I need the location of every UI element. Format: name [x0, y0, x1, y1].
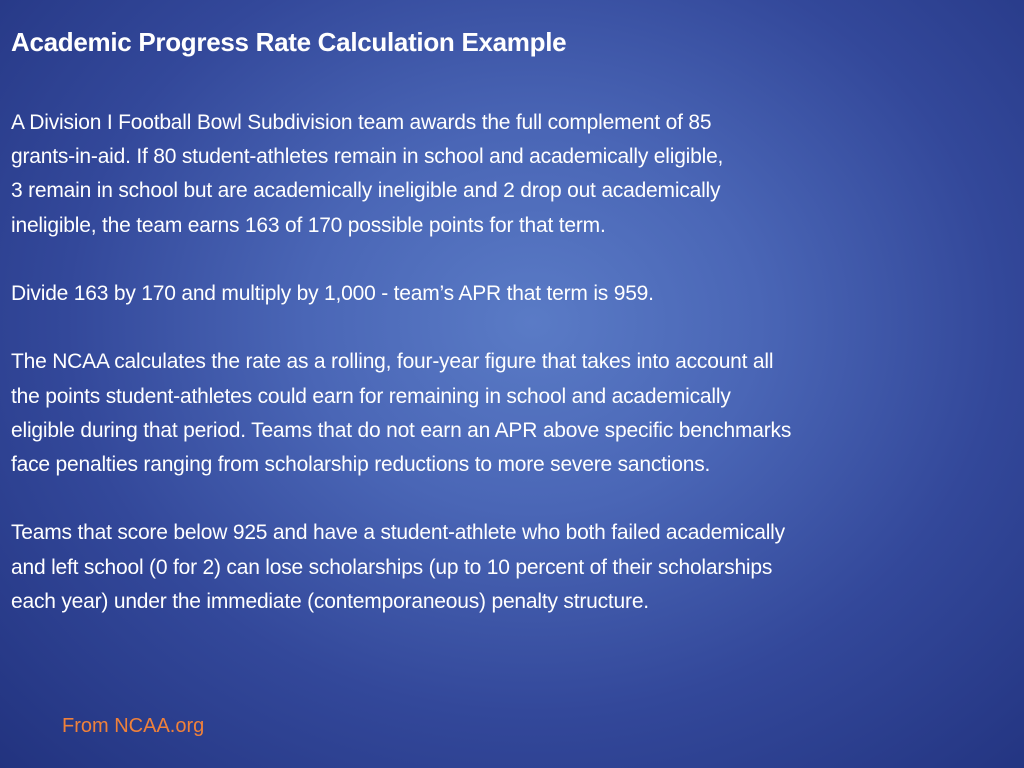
- slide-title: Academic Progress Rate Calculation Example: [11, 27, 567, 57]
- paragraph-apr-formula: Divide 163 by 170 and multiply by 1,000 - team’s APR that term is 959.: [11, 282, 654, 305]
- slide-body: [11, 106, 1017, 653]
- paragraph-penalty-threshold: Teams that score below 925 and have a student-athlete who both failed academically and left school (0 for 2) can lose scholarships (up to 10 percent of their scholarships each year) under the immediate (contemporaneous) penalty structure.: [11, 521, 785, 613]
- source-credit: From NCAA.org: [62, 715, 205, 737]
- paragraph-apr-example: A Division I Football Bowl Subdivision team awards the full complement of 85 grants-in-aid. If 80 student-athletes remain in school and academically eligible, 3 remain in school but are academically ineligible and 2 drop out academically ineligible, the team earns 163 of 170 possible points for that term.: [11, 111, 724, 237]
- paragraph-rolling-rate: The NCAA calculates the rate as a rolling, four-year figure that takes into account all the points student-athletes could earn for remaining in school and academically eligible during that period. Teams that do not earn an APR above specific benchmarks face penalties ranging from scholarship reductions to more severe sanctions.: [11, 350, 792, 476]
